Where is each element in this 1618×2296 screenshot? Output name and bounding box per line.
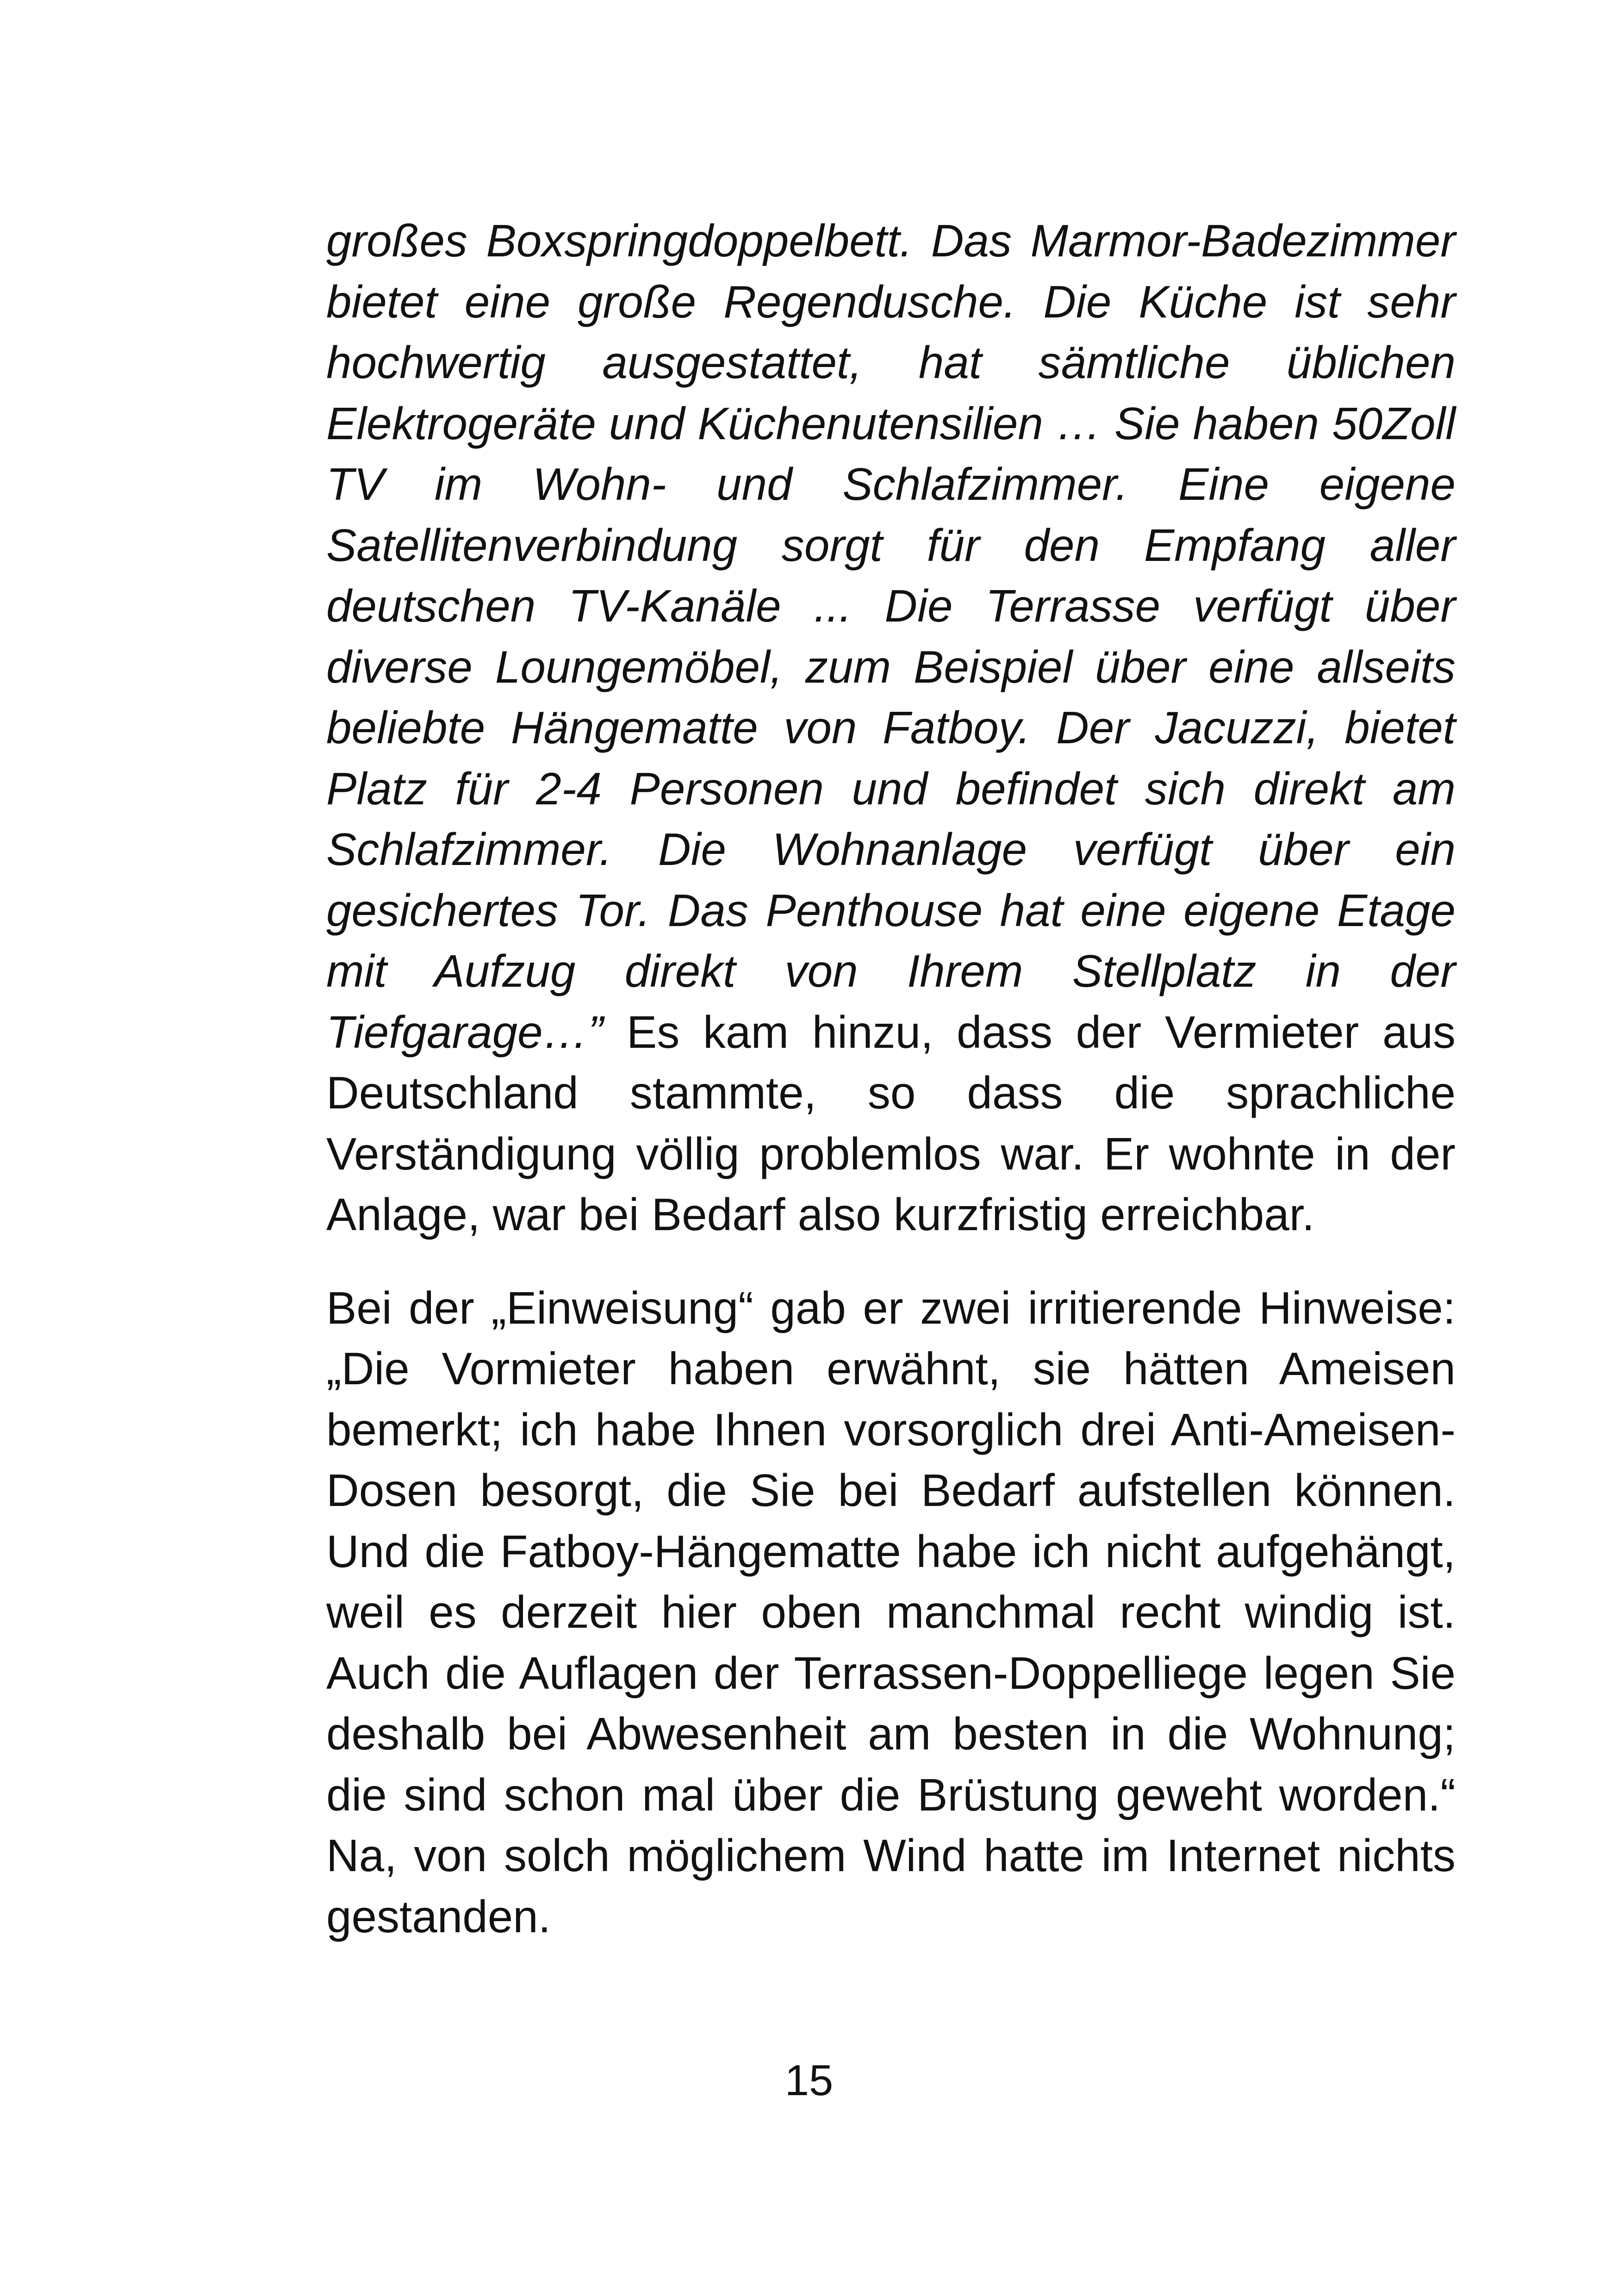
page-number: 15 (784, 2056, 834, 2104)
paragraph-2: Bei der „Einweisung“ gab er zwei irritierende Hinweise: „Die Vormieter haben erwähnt, sie hätten Ameisen bemerkt; ich habe Ihnen vorsorglich drei Anti-Ameisen-Dosen besorgt, die Sie bei Bedarf aufstellen können. Und die Fatboy-Hängematte habe ich nicht aufgehängt, weil es derzeit hier oben manchmal recht windig ist. Auch die Auflagen der Terrassen-Doppelliege legen Sie deshalb bei Abwesenheit am besten in die Wohnung; die sind schon mal über die Brüstung geweht worden.“ Na, von solch möglichem Wind hatte im Internet nichts gestanden. (326, 1282, 1456, 1942)
paragraph-1 (326, 211, 1456, 1245)
paragraph-1-italic-quote: großes Boxspringdoppelbett. Das Marmor-Badezimmer bietet eine große Regendusche. Die Küche ist sehr hochwertig ausgestattet, hat sämtliche üblichen Elektrogeräte und Küchenutensilien … Sie haben 50Zoll TV im Wohn- und Schlafzimmer. Eine eigene Satellitenverbindung sorgt für den Empfang aller deutschen TV-Kanäle ... Die Terrasse verfügt über diverse Loungemöbel, zum Beispiel über eine allseits beliebte Hängematte von Fatboy. Der Jacuzzi, bietet Platz für 2-4 Personen und befindet sich direkt am Schlafzimmer. Die Wohnanlage verfügt über ein gesichertes Tor. Das Penthouse hat eine eigene Etage mit Aufzug direkt von Ihrem Stellplatz in der Tiefgarage…” (326, 215, 1456, 1058)
body-text (326, 211, 1456, 1947)
paragraph-1-regular-text: Es kam hinzu, dass der Vermieter aus Deutschland stammte, so dass die sprachliche Verständigung völlig problemlos war. Er wohnte in der Anlage, war bei Bedarf also kurzfristig erreichbar. (326, 1006, 1456, 1240)
